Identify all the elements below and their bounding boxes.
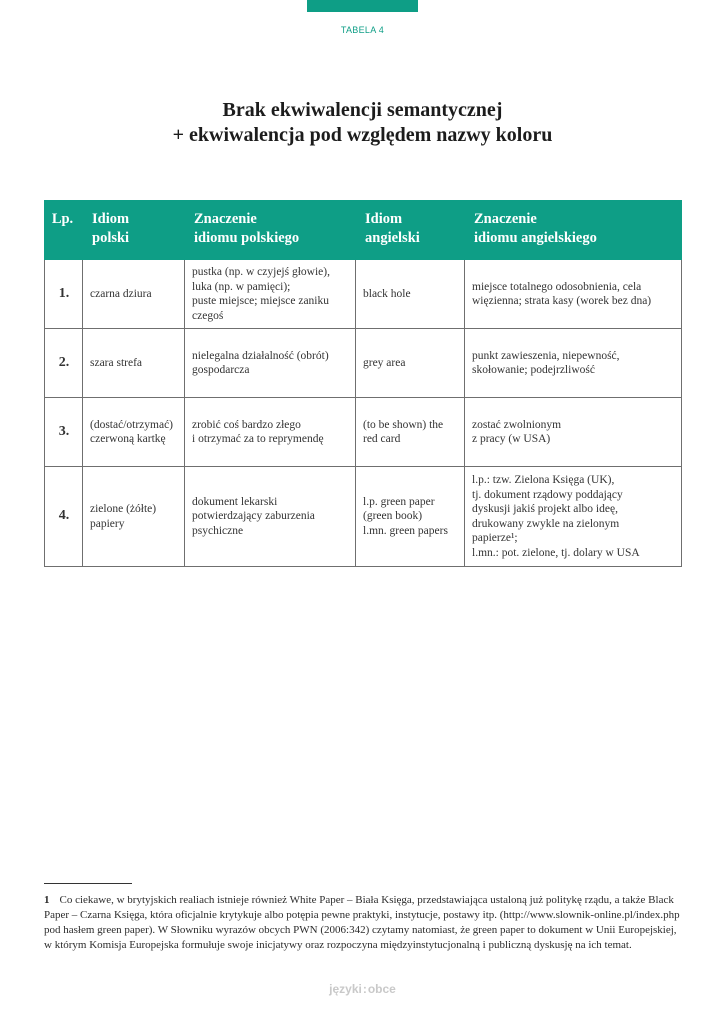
row-number: 4. [45,467,83,567]
meaning-pl-cell [185,260,356,329]
cell-line: skołowanie; podejrzliwość [472,364,595,376]
header-line: Idiom [92,211,130,227]
publication-logo [0,982,725,996]
idiom-pl-cell [83,329,185,398]
header-idiom-en [356,201,465,260]
idioms-table [44,200,682,567]
cell-line: więzienna; strata kasy (worek bez dna) [472,295,652,307]
idiom-en-cell [356,329,465,398]
meaning-en-cell [465,467,682,567]
meaning-pl-cell [185,329,356,398]
cell-line: l.p. green paper [363,495,435,508]
header-lp [45,201,83,260]
cell-line: papierze¹; [472,532,518,544]
footnote-text: Co ciekawe, w brytyjskich realiach istnieje również White Paper – Biała Księga, przedstawiająca ustaloną już politykę rządu, a także Black Paper – Czarna Księga, która oficjalnie krytykuje albo potępia pewne praktyki, instytucje, postawy itp. (http://www.slownik-online.pl/index.php pod hasłem green paper). W Słowniku wyrazów obcych PWN (2006:342) czytamy natomiast, że green paper to dokument w Unii Europejskiej, w którym Komisja Europejska formułuje swoje inicjatywy oraz rozpoczyna międzyinstytucjonalną i publiczną dyskusję na ich temat. [44,894,680,951]
cell-line: nielegalna działalność (obrót) [192,349,329,362]
cell-line: czegoś [192,309,224,322]
header-line: polski [92,230,130,246]
idiom-en-cell [356,467,465,567]
table-row [45,329,682,398]
cell-line: czarna dziura [90,287,152,300]
cell-line: (dostać/otrzymać) [90,418,174,431]
meaning-pl-cell [185,467,356,567]
cell-line: tj. dokument rządowy poddający [472,488,623,501]
idiom-pl-cell [83,398,185,467]
logo-right: obce [367,982,396,996]
cell-line: pustka (np. w czyjejś głowie), [192,266,330,278]
table-row [45,398,682,467]
header-line: Idiom [365,211,403,227]
table-header-row [45,201,682,260]
meaning-en-cell [465,398,682,467]
idiom-pl-cell [83,260,185,329]
cell-line: drukowany zwykle na zielonym [472,517,620,530]
meaning-en-cell [465,260,682,329]
header-meaning-pl [185,201,356,260]
cell-line: dokument lekarski [192,495,278,508]
cell-line: psychiczne [192,524,244,537]
cell-line: l.mn. green papers [363,524,448,537]
cell-line: papiery [90,517,125,530]
header-line: idiomu angielskiego [474,230,597,246]
header-meaning-en [465,201,682,260]
footnote-number: 1 [44,894,50,906]
header-line: idiomu polskiego [194,230,300,246]
cell-line: zostać zwolnionym [472,418,562,431]
cell-line: (to be shown) the [363,418,444,431]
cell-line: puste miejsce; miejsce zaniku [192,295,329,307]
header-lp-text: Lp. [51,211,74,227]
cell-line: potwierdzający zaburzenia [192,510,315,523]
top-accent-bar [307,0,418,12]
cell-line: l.p.: tzw. Zielona Księga (UK), [472,474,615,486]
cell-line: dyskusji jakiś projekt albo ideę, [472,503,618,515]
header-line: Znaczenie [474,211,537,227]
cell-line: punkt zawieszenia, niepewność, [472,349,620,362]
table-row [45,467,682,567]
cell-line: grey area [363,356,406,369]
logo-left: języki [329,982,362,996]
cell-line: (green book) [363,510,423,523]
header-idiom-pl [83,201,185,260]
logo-separator: : [362,982,367,996]
idiom-en-cell [356,260,465,329]
footnote [44,893,681,953]
title-line-2: + ekwiwalencja pod względem nazwy koloru [172,124,553,146]
cell-line: red card [363,433,401,445]
table-label: TABELA 4 [340,25,385,35]
meaning-en-cell [465,329,682,398]
cell-line: miejsce totalnego odosobnienia, cela [472,280,642,293]
cell-line: luka (np. w pamięci); [192,280,291,293]
table-row [45,260,682,329]
header-line: Znaczenie [194,211,257,227]
cell-line: l.mn.: pot. zielone, tj. dolary w USA [472,546,640,559]
row-number: 2. [45,329,83,398]
idiom-en-cell [356,398,465,467]
cell-line: czerwoną kartkę [90,433,166,445]
row-number: 3. [45,398,83,467]
row-number: 1. [45,260,83,329]
meaning-pl-cell [185,398,356,467]
footnote-rule [44,883,132,884]
table-title [0,98,725,148]
cell-line: i otrzymać za to reprymendę [192,433,324,445]
cell-line: szara strefa [90,356,143,369]
cell-line: zielone (żółte) [90,503,157,515]
header-line: angielski [365,230,420,246]
idiom-pl-cell [83,467,185,567]
cell-line: z pracy (w USA) [472,433,551,445]
cell-line: zrobić coś bardzo złego [192,418,301,431]
cell-line: black hole [363,287,411,300]
cell-line: gospodarcza [192,364,250,376]
title-line-1: Brak ekwiwalencji semantycznej [222,99,503,121]
